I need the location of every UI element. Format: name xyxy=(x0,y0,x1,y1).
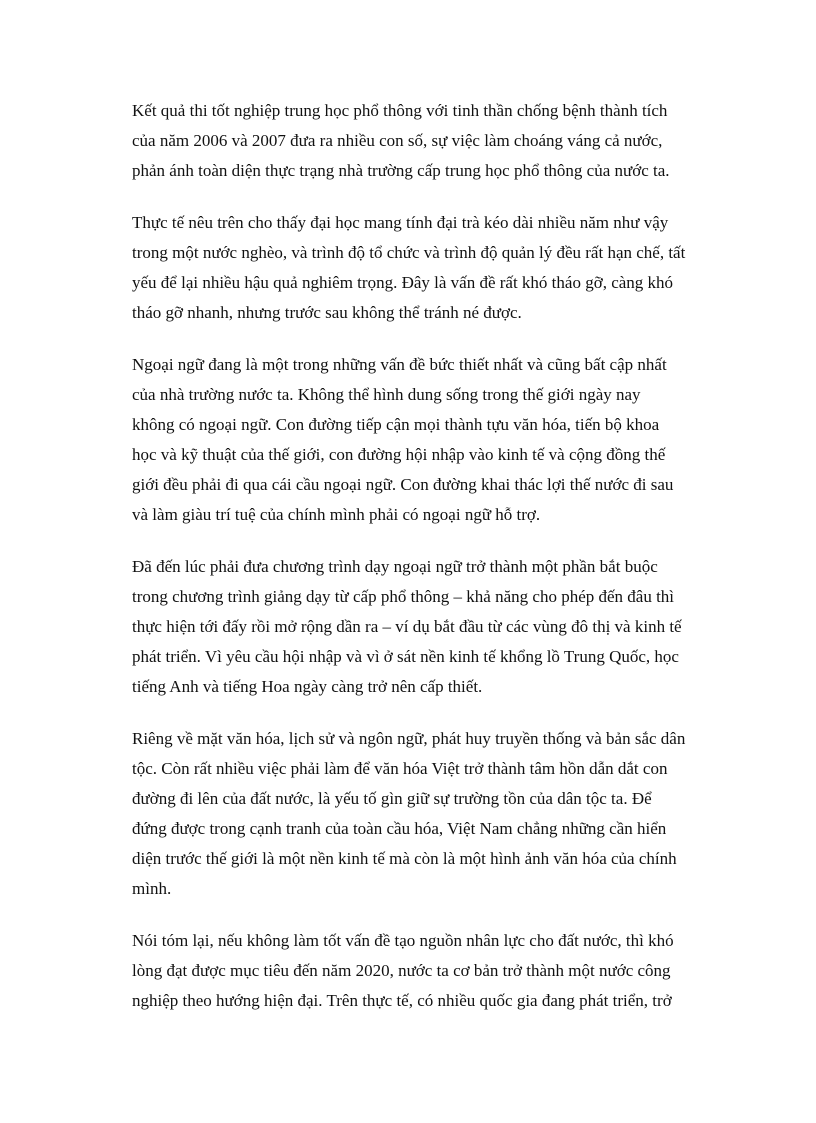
paragraph-line: đường đi lên của đất nước, là yếu tố gìn giữ sự trường tồn của dân tộc ta. Để xyxy=(132,789,652,808)
paragraph-line: mình. xyxy=(132,879,172,898)
paragraph-5 xyxy=(132,724,738,904)
paragraph-line: phát triển. Vì yêu cầu hội nhập và vì ở sát nền kinh tế khổng lồ Trung Quốc, học xyxy=(132,647,679,666)
paragraph-1 xyxy=(132,96,738,186)
paragraph-line: tiếng Anh và tiếng Hoa ngày càng trở nên cấp thiết. xyxy=(132,677,483,696)
paragraph-line: trong chương trình giảng dạy từ cấp phổ thông – khả năng cho phép đến đâu thì xyxy=(132,587,675,606)
paragraph-line: Đã đến lúc phải đưa chương trình dạy ngoại ngữ trở thành một phần bắt buộc xyxy=(132,557,658,576)
paragraph-4 xyxy=(132,552,738,702)
paragraph-line: lòng đạt được mục tiêu đến năm 2020, nước ta cơ bản trở thành một nước công xyxy=(132,961,671,980)
paragraph-line: không có ngoại ngữ. Con đường tiếp cận mọi thành tựu văn hóa, tiến bộ khoa xyxy=(132,415,660,434)
paragraph-line: Ngoại ngữ đang là một trong những vấn đề bức thiết nhất và cũng bất cập nhất xyxy=(132,355,667,374)
paragraph-line: diện trước thế giới là một nền kinh tế mà còn là một hình ảnh văn hóa của chính xyxy=(132,849,677,868)
paragraph-line: Kết quả thi tốt nghiệp trung học phổ thông với tinh thần chống bệnh thành tích xyxy=(132,101,668,120)
paragraph-line: và làm giàu trí tuệ của chính mình phải có ngoại ngữ hỗ trợ. xyxy=(132,505,541,524)
paragraph-line: tháo gỡ nhanh, nhưng trước sau không thể tránh né được. xyxy=(132,303,522,322)
paragraph-line: học và kỹ thuật của thế giới, con đường hội nhập vào kinh tế và cộng đồng thế xyxy=(132,445,666,464)
paragraph-line: trong một nước nghèo, và trình độ tổ chức và trình độ quản lý đều rất hạn chế, tất xyxy=(132,243,686,262)
paragraph-line: của nhà trường nước ta. Không thể hình dung sống trong thế giới ngày nay xyxy=(132,385,641,404)
document-body xyxy=(132,96,738,1038)
paragraph-line: Thực tế nêu trên cho thấy đại học mang tính đại trà kéo dài nhiều năm như vậy xyxy=(132,213,669,232)
paragraph-6 xyxy=(132,926,738,1016)
paragraph-line: Nói tóm lại, nếu không làm tốt vấn đề tạo nguồn nhân lực cho đất nước, thì khó xyxy=(132,931,674,950)
paragraph-line: tộc. Còn rất nhiều việc phải làm để văn hóa Việt trở thành tâm hồn dẫn dắt con xyxy=(132,759,668,778)
paragraph-line: phản ánh toàn diện thực trạng nhà trường cấp trung học phổ thông của nước ta. xyxy=(132,161,670,180)
paragraph-2 xyxy=(132,208,738,328)
paragraph-3 xyxy=(132,350,738,530)
paragraph-line: của năm 2006 và 2007 đưa ra nhiều con số, sự việc làm choáng váng cả nước, xyxy=(132,131,663,150)
paragraph-line: đứng được trong cạnh tranh của toàn cầu hóa, Việt Nam chẳng những cần hiển xyxy=(132,819,667,838)
paragraph-line: giới đều phải đi qua cái cầu ngoại ngữ. Con đường khai thác lợi thế nước đi sau xyxy=(132,475,674,494)
paragraph-line: Riêng về mặt văn hóa, lịch sử và ngôn ngữ, phát huy truyền thống và bản sắc dân xyxy=(132,729,686,748)
paragraph-line: yếu để lại nhiều hậu quả nghiêm trọng. Đây là vấn đề rất khó tháo gỡ, càng khó xyxy=(132,273,674,292)
paragraph-line: thực hiện tới đấy rồi mở rộng dần ra – ví dụ bắt đầu từ các vùng đô thị và kinh tế xyxy=(132,617,682,636)
paragraph-line: nghiệp theo hướng hiện đại. Trên thực tế, có nhiều quốc gia đang phát triển, trở xyxy=(132,991,672,1010)
